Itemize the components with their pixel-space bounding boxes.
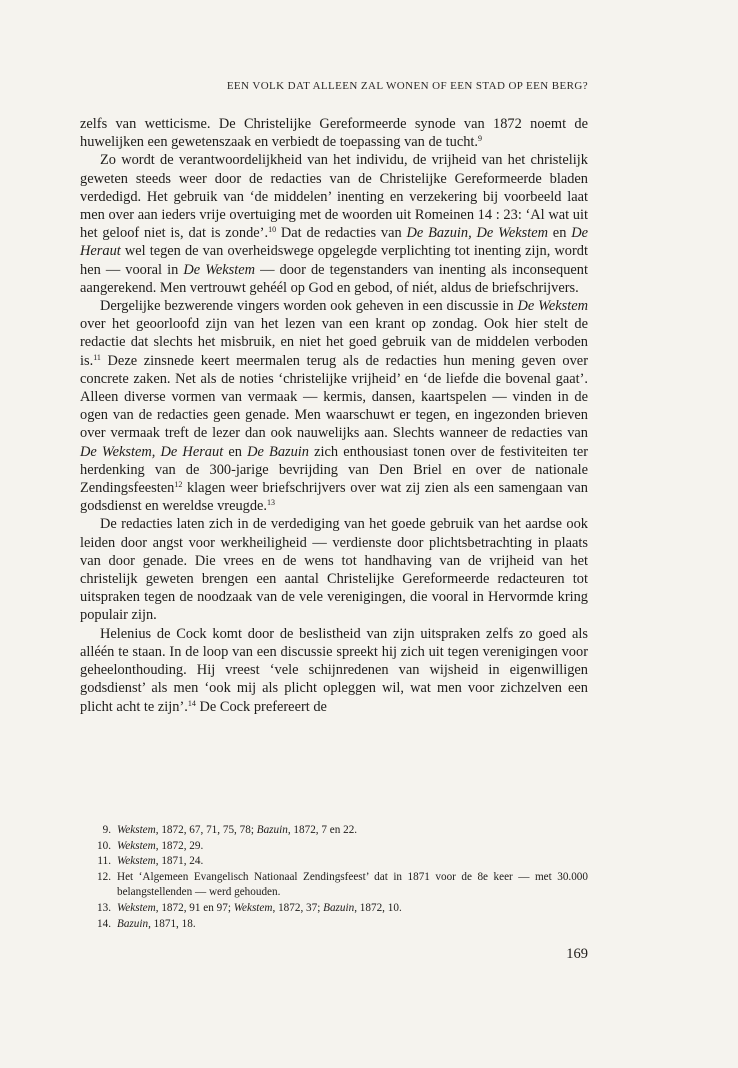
footnote-number: 14. — [97, 917, 111, 930]
text-run: De redacties laten zich in de verdediging van het goede gebruik van het aardse ook leiden door angst voor werkheiligheid — verdienste door plichtsbetrachting in plaats van door genade. Die vrees en de wens tot handhaving van de vrijheid van het christelijk geweten brengen een aantal Christelijke Gereformeerde redacteuren tot uitspraken tegen de noodzaak van de vele verenigingen, die vooral in Hervormde kring populair zijn. — [80, 516, 588, 624]
footnote-text — [117, 917, 588, 933]
italic-title: De Wekstem, De Heraut — [80, 443, 224, 460]
paragraph-4 — [80, 515, 588, 624]
footnote-10 — [80, 839, 588, 855]
italic-title: Bazuin — [323, 901, 355, 914]
text-run: en — [547, 225, 572, 242]
text-run: , 1872, 10. — [354, 901, 402, 914]
text-run: Helenius de Cock komt door de beslistheid van zijn uitspraken zelfs zo goed als alléén te staan. In de loop van een discussie spreekt hij zich uit tegen verenigingen voor geheelonthouding. Hij vreest ‘vele schijnredenen van wijsheid in eigenwilligen godsdienst’ als men ‘ook mij als plicht opleggen wil, wat men voor zichzelven een plicht acht te zijn’. — [80, 625, 588, 715]
footnote-ref: 12 — [174, 480, 183, 490]
footnote-text — [117, 823, 588, 839]
footnote-ref: 11 — [93, 352, 101, 362]
italic-title: Wekstem — [233, 901, 273, 914]
text-run: Dat de redacties van — [276, 225, 407, 242]
footnote-14 — [80, 917, 588, 933]
footnote-text — [117, 854, 588, 870]
body-text — [80, 115, 588, 716]
text-run: over het geoorloofd zijn van het lezen van een krant op zondag. Ook hier stelt de redactie dat slechts het misbruik, en niet het goed gebruik van de middelen verboden is. — [80, 316, 588, 369]
footnote-ref: 13 — [267, 498, 276, 508]
footnote-text — [117, 870, 588, 901]
footnote-ref: 14 — [187, 698, 196, 708]
footnote-text — [117, 901, 588, 917]
text-run: en — [223, 443, 248, 460]
footnote-number: 9. — [102, 824, 111, 836]
footnotes — [80, 823, 588, 932]
text-run: wel tegen de van overheidswege opgelegde verplichting tot inenting zijn, wordt hen — vooral in — [80, 243, 588, 278]
text-run: — door de tegenstanders van inenting als inconsequent aangerekend. Men vertrouwt gehéél op God en gebod, of niét, aldus de briefschrijvers. — [80, 261, 588, 296]
text-run: Het ‘Algemeen Evangelisch Nationaal Zendingsfeest’ dat in 1871 voor de 8e keer — met 30.000 belangstellenden — werd gehouden. — [117, 870, 588, 899]
text-run: , 1872, 7 en 22. — [287, 824, 358, 836]
paragraph-5 — [80, 625, 588, 716]
footnote-number: 10. — [97, 839, 111, 852]
italic-title: Wekstem — [117, 855, 156, 868]
text-run: zich enthousiast tonen over de festiviteiten ter herdenking van de 300-jarige bevrijding van Den Briel en over de nationale Zendingsfeesten — [80, 443, 588, 497]
footnote-ref: 10 — [268, 225, 277, 235]
page-number: 169 — [566, 946, 588, 962]
text-run: Dergelijke bezwerende vingers worden ook geheven in een discussie in — [100, 298, 518, 315]
italic-title: Wekstem — [117, 901, 156, 914]
paragraph-3 — [80, 297, 588, 515]
italic-title: De Bazuin, De Wekstem — [406, 225, 548, 242]
italic-title: Bazuin — [256, 824, 288, 836]
paragraph-1 — [80, 115, 588, 151]
text-run: , 1871, 24. — [155, 855, 204, 868]
text-run: , 1872, 29. — [155, 839, 204, 852]
text-run: , 1872, 91 en 97; — [155, 901, 234, 914]
footnote-9 — [80, 823, 588, 839]
italic-title: Wekstem — [117, 824, 156, 836]
footnote-text — [117, 839, 588, 855]
text-run: Deze zinsnede keert meermalen terug als de redacties hun mening geven over concrete zaken. Net als de noties ‘christelijke vrijheid’ en ‘de liefde die bovenal gaat’. Alleen diverse vormen van vermaak — kermis, dansen, kaartspelen — vinden in de ogen van de redacties geen genade. Men waarschuwt er tegen, en ingezonden brieven over vermaak treft de lezer dan ook nauwelijks aan. Slechts wanneer de redacties van — [80, 352, 588, 442]
footnote-11 — [80, 854, 588, 870]
italic-title: De Wekstem — [517, 298, 588, 315]
text-run: , 1871, 18. — [148, 917, 196, 930]
text-run: klagen weer briefschrijvers over wat zij zien als een samengaan van godsdienst en wereldse vreugde. — [80, 480, 588, 515]
footnote-number: 13. — [97, 901, 111, 914]
text-run: , 1872, 37; — [272, 901, 324, 914]
running-head: EEN VOLK DAT ALLEEN ZAL WONEN OF EEN STAD OP EEN BERG? — [226, 80, 588, 92]
footnote-number: 11. — [97, 855, 111, 868]
footnote-12 — [80, 870, 588, 901]
footnote-13 — [80, 901, 588, 917]
italic-title: Bazuin — [117, 917, 149, 930]
italic-title: Wekstem — [117, 839, 156, 852]
italic-title: De Heraut — [80, 225, 589, 260]
footnote-ref: 9 — [478, 134, 482, 144]
footnote-number: 12. — [97, 870, 111, 883]
italic-title: De Bazuin — [247, 443, 309, 460]
text-run: , 1872, 67, 71, 75, 78; — [155, 824, 257, 836]
text-run: De Cock prefereert de — [195, 698, 327, 715]
text-run: zelfs van wetticisme. De Christelijke Gereformeerde synode van 1872 noemt de huwelijken een gewetenszaak en verbiedt de toepassing van de tucht. — [80, 116, 588, 151]
paragraph-2 — [80, 151, 588, 297]
text-run: Zo wordt de verantwoordelijkheid van het individu, de vrijheid van het christelijk geweten steeds weer door de redacties van de Christelijke Gereformeerde bladen verdedigd. Het gebruik van ‘de middelen’ inenting en verzekering bij voorbeeld laat men over aan ieders vrije overtuiging met de woorden uit Romeinen 14 : 23: ‘Al wat uit het geloof niet is, dat is zonde’. — [80, 152, 588, 242]
italic-title: De Wekstem — [183, 261, 256, 278]
